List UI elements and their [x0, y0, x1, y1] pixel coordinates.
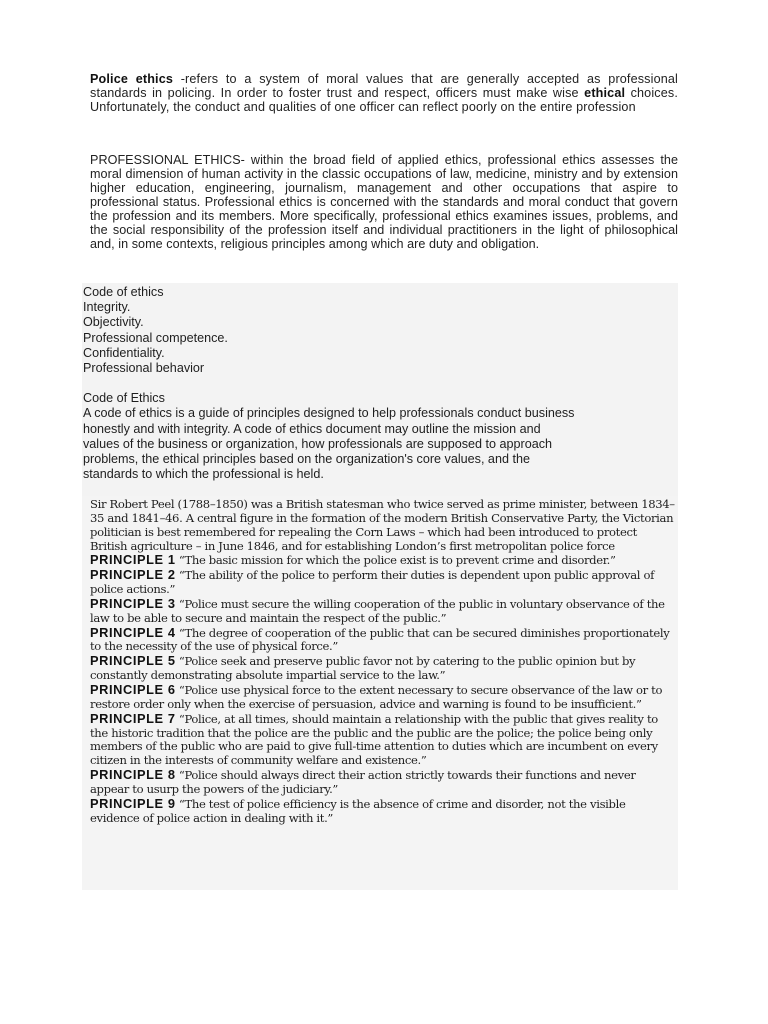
- principle-text: “The test of police efficiency is the absence of crime and disorder, not the visible evidence of police action in dealing with it.”: [90, 796, 626, 825]
- principle-entry: [90, 626, 676, 655]
- police-ethics-paragraph: [90, 72, 678, 114]
- code-of-ethics-item: Confidentiality.: [83, 345, 165, 360]
- principle-label: PRINCIPLE 2: [90, 567, 176, 583]
- principle-label: PRINCIPLE 3: [90, 595, 176, 611]
- police-ethics-definition-part-1: -refers to a system of moral values that are generally accepted as professional standards in policing. In order to foster trust and respect, officers must make wise: [90, 72, 678, 100]
- code-of-ethics-item: Objectivity.: [83, 315, 144, 330]
- code-of-ethics-description-line: problems, the ethical principles based on the organization's core values, and the: [83, 452, 530, 467]
- code-of-ethics-description-line: honestly and with integrity. A code of ethics document may outline the mission and: [83, 421, 541, 436]
- principle-text: “The degree of cooperation of the public that can be secured diminishes proportionately to the necessity of the use of physical force.”: [90, 625, 670, 654]
- code-of-ethics-item: Integrity.: [83, 300, 131, 315]
- code-of-ethics-heading: Code of ethics: [83, 285, 164, 299]
- principle-label: PRINCIPLE 6: [90, 681, 176, 697]
- principle-entry: [90, 768, 676, 797]
- principle-text: “Police should always direct their action strictly towards their functions and never appear to usurp the powers of the judiciary.”: [90, 768, 636, 796]
- principle-label: PRINCIPLE 9: [90, 795, 176, 811]
- spacer: [83, 376, 668, 391]
- principle-label: PRINCIPLE 7: [90, 710, 176, 726]
- peel-intro: Sir Robert Peel (1788–1850) was a British statesman who twice served as prime minister, between 1834–35 and 1841–46. A central figure in the formation of the modern British Conservative Party, the Victorian politician is best remembered for repealing the Corn Laws – which had been introduced to protect British agriculture – in June 1846, and for establishing London’s first metropolitan police force: [90, 497, 675, 553]
- principle-text: “The ability of the police to perform their duties is dependent upon public approval of police actions.”: [90, 568, 655, 597]
- principle-text: “Police, at all times, should maintain a relationship with the public that gives reality to the historic tradition that the police are the public and the public are the police; the police being only members of the public who are paid to give full-time attention to duties which are incumbent on every citizen in the interests of community welfare and existence.”: [90, 711, 658, 768]
- code-of-ethics-item: Professional behavior: [83, 361, 205, 376]
- code-of-ethics-description-line: standards to which the professional is held.: [83, 467, 324, 482]
- professional-ethics-paragraph: PROFESSIONAL ETHICS- within the broad field of applied ethics, professional ethics assesses the moral dimension of human activity in the classic occupations of law, medicine, ministry and by extension higher education, engineering, journalism, management and other occupations that aspire to professional status. Professional ethics is concerned with the standards and moral conduct that govern the profession and its members. More specifically, professional ethics examines issues, problems, and the social responsibility of the profession itself and individual practitioners in the light of philosophical and, in some contexts, religious principles among which are duty and obligation.: [90, 153, 678, 251]
- principle-text: “Police seek and preserve public favor not by catering to the public opinion but by constantly demonstrating absolute impartial service to the law.”: [90, 654, 636, 683]
- principle-entry: [90, 597, 676, 626]
- code-of-ethics-item: Professional competence.: [83, 330, 228, 345]
- principle-text: “The basic mission for which the police exist is to prevent crime and disorder.”: [175, 553, 616, 568]
- principle-entry: [90, 797, 676, 826]
- principle-entry: [90, 683, 676, 712]
- principle-entry: [90, 568, 676, 597]
- principle-label: PRINCIPLE 8: [90, 767, 176, 783]
- principle-entry: [90, 654, 676, 683]
- code-of-ethics-subheading: Code of Ethics: [83, 391, 165, 406]
- principle-label: PRINCIPLE 4: [90, 624, 176, 640]
- principle-entry: [90, 712, 676, 768]
- police-ethics-definition-part-2: choices. Unfortunately, the conduct and qualities of one officer can reflect poorly on the entire profession: [90, 86, 678, 114]
- police-ethics-term: Police ethics: [90, 72, 173, 86]
- principle-label: PRINCIPLE 1: [90, 552, 176, 568]
- principle-text: “Police use physical force to the extent necessary to secure observance of the law or to restore order only when the exercise of persuasion, advice and warning is found to be insufficient.”: [90, 682, 663, 711]
- peel-principles-box: [82, 496, 678, 890]
- principle-entry: [90, 553, 676, 568]
- principle-label: PRINCIPLE 5: [90, 653, 176, 669]
- principle-text: “Police must secure the willing cooperation of the public in voluntary observance of the law to be able to secure and maintain the respect of the public.”: [90, 596, 665, 625]
- code-of-ethics-description-line: A code of ethics is a guide of principles designed to help professionals conduct business: [83, 406, 575, 421]
- code-of-ethics-box: [82, 283, 678, 496]
- ethical-emphasis: ethical: [584, 86, 626, 100]
- code-of-ethics-description-line: values of the business or organization, how professionals are supposed to approach: [83, 436, 553, 451]
